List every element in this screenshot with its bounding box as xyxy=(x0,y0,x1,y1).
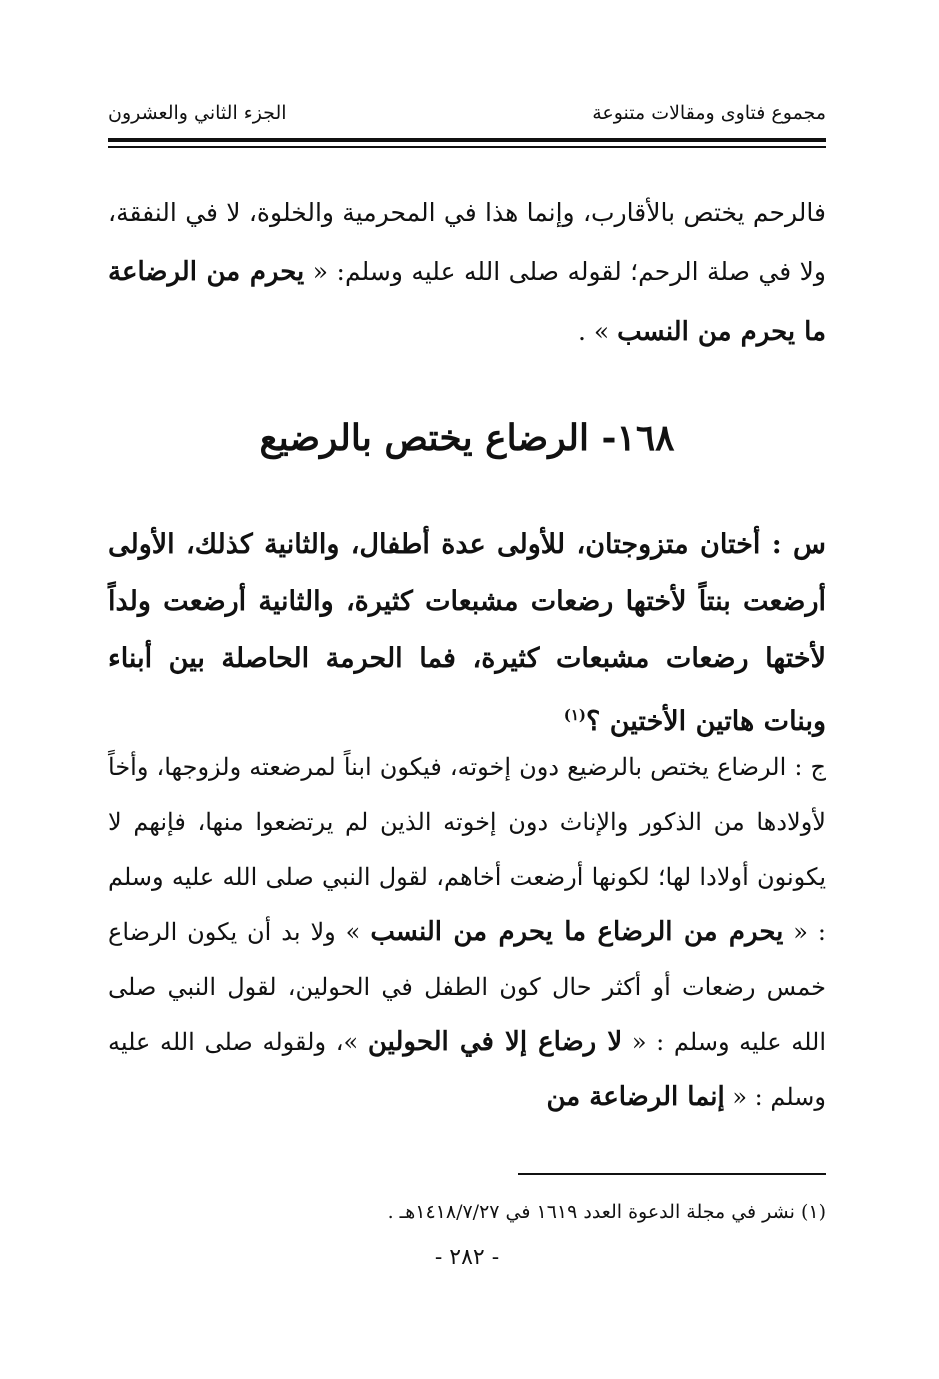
intro-text: فالرحم يختص بالأقارب، وإنما هذا في المحرمية والخلوة، لا في النفقة، ولا في صلة الرحم؛ لقوله صلى الله عليه وسلم: « xyxy=(108,198,826,286)
question-paragraph xyxy=(108,516,868,750)
answer-text-1: ج : الرضاع يختص بالرضيع دون إخوته، فيكون ابناً لمرضعته ولزوجها، وأخاً لأولادها من الذكور والإناث دون إخوته الذين لم يرتضعوا منها، فإنهم لا يكونون أولادا لها؛ لكونها أرضعت أخاهم، لقول النبي صلى الله عليه وسلم : « xyxy=(108,753,826,946)
hadith-quote-2: لا رضاع إلا في الحولين xyxy=(367,1027,623,1057)
page-number: - ٢٨٢ - xyxy=(434,1245,500,1270)
question-text: س : أختان متزوجتان، للأولى عدة أطفال، والثانية كذلك، الأولى أرضعت بنتاً لأختها رضعات مشبعات كثيرة، والثانية أرضعت ولداً لأختها رضعات مشبعات كثيرة، فما الحرمة الحاصلة بين أبناء وبنات هاتين الأختين ؟ xyxy=(108,529,826,737)
footnote-separator xyxy=(518,1173,826,1175)
answer-text-2: » ولا بد أن يكون الرضاع خمس رضعات أو أكثر حال كون الطفل في الحولين، لقول النبي صلى الله عليه وسلم : « xyxy=(108,918,827,1056)
hadith-quote: يحرم من الرضاعة ما يحرم من النسب xyxy=(108,257,826,347)
running-header xyxy=(108,98,826,128)
hadith-quote-3: إنما الرضاعة من xyxy=(546,1082,725,1112)
header-rule-thick xyxy=(108,138,826,142)
answer-paragraph xyxy=(108,740,868,1125)
intro-paragraph xyxy=(108,183,826,362)
footnote-marker[interactable]: (١) xyxy=(563,706,586,724)
volume-label: الجزء الثاني والعشرون xyxy=(108,102,287,124)
answer-text-3: »، ولقوله صلى الله عليه وسلم : « xyxy=(108,1028,826,1111)
footnote: (١) نشر في مجلة الدعوة العدد ١٦١٩ في ١٤١٨/٧/٢٧هـ . xyxy=(387,1201,826,1223)
header-rule-thin xyxy=(108,146,826,148)
hadith-quote-1: يحرم من الرضاع ما يحرم من النسب xyxy=(370,917,784,947)
intro-end: » . xyxy=(577,317,610,346)
book-title: مجموع فتاوى ومقالات متنوعة xyxy=(592,102,826,124)
section-title: ١٦٨- الرضاع يختص بالرضيع xyxy=(259,417,675,459)
